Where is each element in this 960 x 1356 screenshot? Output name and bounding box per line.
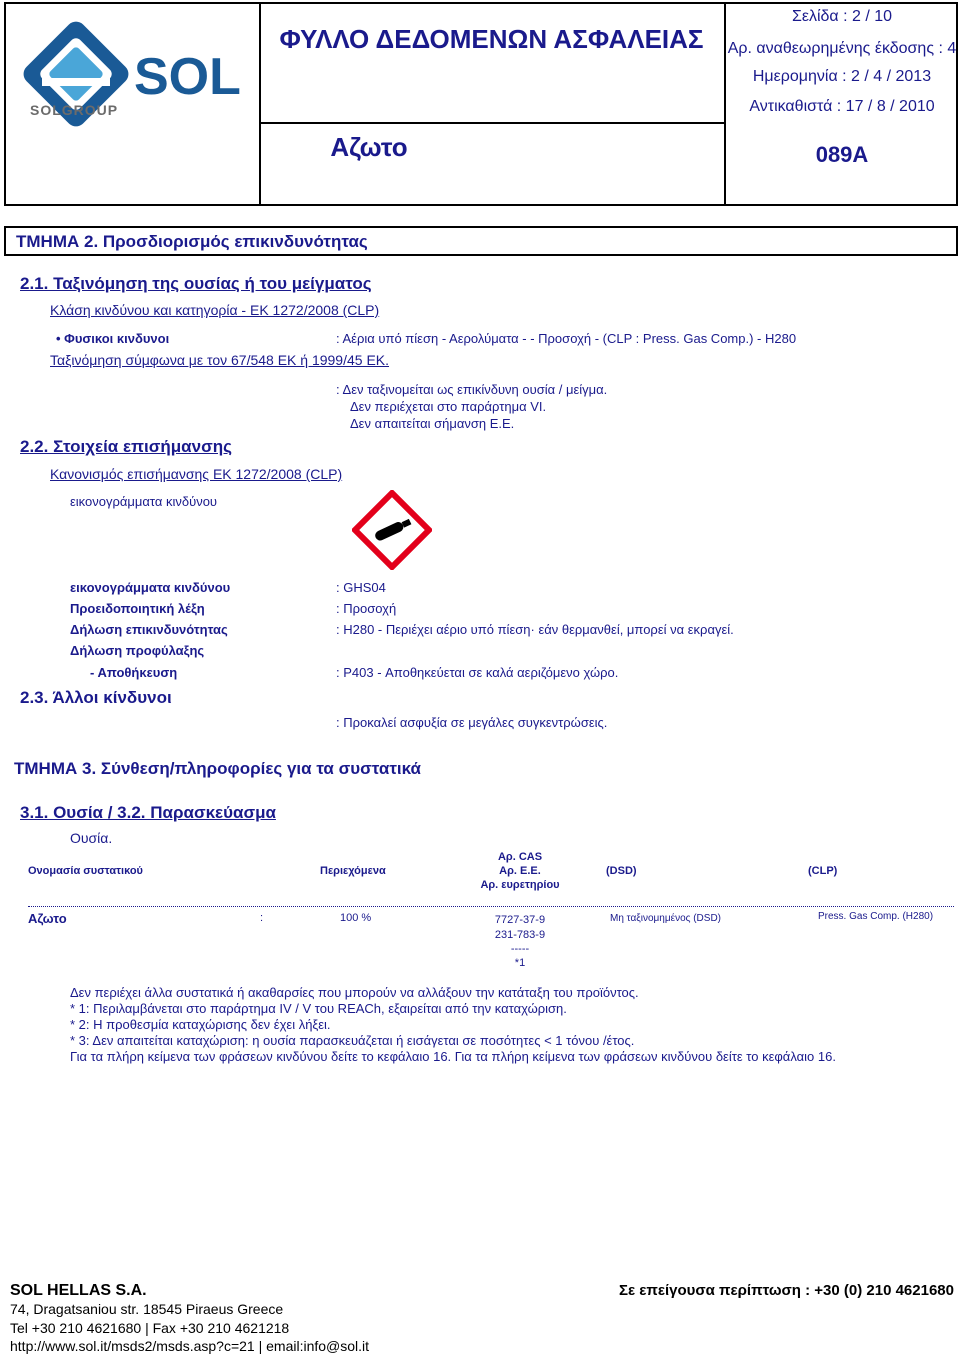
footer-address: 74, Dragatsaniou str. 18545 Piraeus Greece — [10, 1301, 284, 1317]
document-header — [4, 2, 958, 206]
column-header-index: Αρ. ευρετηρίου — [480, 879, 560, 891]
section-2-title: ΤΜΗΜΑ 2. Προσδιορισμός επικινδυνότητας — [4, 226, 958, 256]
page-number: Σελίδα : 2 / 10 — [791, 8, 893, 25]
directive-classification-title: Ταξινόμηση σύμφωνα με τον 67/548 ΕΚ ή 1999/45 ΕΚ. — [50, 352, 390, 368]
section-2-3-title: 2.3. Άλλοι κίνδυνοι — [20, 688, 172, 707]
hazard-class-title: Κλάση κινδύνου και κατηγορία - ΕΚ 1272/2008 (CLP) — [50, 302, 380, 318]
directive-value-2: Δεν περιέχεται στο παράρτημα VI. — [350, 399, 547, 414]
directive-value-1: : Δεν ταξινομείται ως επικίνδυνη ουσία / μείγμα. — [336, 382, 608, 397]
component-name: Αζωτο — [28, 911, 67, 926]
component-ee: 231-783-9 — [494, 929, 546, 941]
other-hazards-value: : Προκαλεί ασφυξία σε μεγάλες συγκεντρώσεις. — [336, 715, 608, 730]
product-code: 089A — [815, 142, 869, 167]
directive-value-3: Δεν απαιτείται σήμανση Ε.Ε. — [350, 416, 515, 431]
label-row-hazard-statement: Δήλωση επικινδυνότητας — [70, 622, 228, 637]
column-header-cas: Αρ. CAS — [497, 851, 543, 863]
section-2-1-title: 2.1. Ταξινόμηση της ουσίας ή του μείγματος — [20, 274, 372, 293]
labelling-regulation-title: Κανονισμός επισήμανσης ΕΚ 1272/2008 (CLP) — [50, 466, 343, 482]
component-index: ----- — [510, 943, 530, 955]
value-row-signal-word: : Προσοχή — [336, 601, 397, 616]
footer-phone: Tel +30 210 4621680 | Fax +30 210 4621218 — [10, 1320, 290, 1336]
component-colon: : — [260, 912, 264, 924]
footer-company: SOL HELLAS S.A. — [10, 1282, 147, 1299]
product-name: Αζωτο — [330, 132, 408, 162]
column-header-content: Περιεχόμενα — [320, 865, 386, 877]
footer-emergency: Σε επείγουσα περίπτωση : +30 (0) 210 4621680 — [618, 1282, 954, 1299]
label-row-pictograms: εικονογράμματα κινδύνου — [70, 580, 231, 595]
note-line-5: Για τα πλήρη κείμενα των φράσεων κινδύνου δείτε το κεφάλαιο 16. Για τα πλήρη κείμενα των φράσεων κινδύνου δείτε το κεφάλαιο 16. — [70, 1049, 836, 1064]
value-row-storage: : P403 - Αποθηκεύεται σε καλά αεριζόμενο χώρο. — [336, 665, 619, 680]
note-line-1: Δεν περιέχει άλλα συστατικά ή ακαθαρσίες που μπορούν να αλλάξουν την κατάταξη του προϊόντος. — [70, 985, 639, 1000]
section-3-1-title: 3.1. Ουσία / 3.2. Παρασκεύασμα — [20, 803, 276, 822]
column-header-name: Ονομασία συστατικού — [28, 865, 143, 877]
table-divider — [28, 906, 954, 907]
header-divider — [259, 122, 724, 124]
section-2-2-title: 2.2. Στοιχεία επισήμανσης — [20, 437, 232, 456]
note-line-2: * 1: Περιλαμβάνεται στο παράρτημα IV / V του REACh, εξαιρείται από την καταχώριση. — [70, 1001, 567, 1016]
logo-group-text: SOLGROUP — [30, 102, 119, 118]
section-3-title: ΤΜΗΜΑ 3. Σύνθεση/πληροφορίες για τα συστατικά — [14, 759, 422, 778]
document-title: ΦΥΛΛΟ ΔΕΔΟΜΕΝΩΝ ΑΣΦΑΛΕΙΑΣ — [279, 24, 704, 54]
value-row-pictograms: : GHS04 — [336, 580, 386, 595]
note-line-4: * 3: Δεν απαιτείται καταχώριση: η ουσία παρασκευάζεται ή εισάγεται σε ποσότητες < 1 τόνου /έτος. — [70, 1033, 635, 1048]
value-row-hazard-statement: : H280 - Περιέχει αέριο υπό πίεση· εάν θερμανθεί, μπορεί να εκραγεί. — [336, 622, 734, 637]
substance-label: Ουσία. — [70, 830, 113, 846]
sol-logo — [14, 12, 254, 142]
column-header-ee: Αρ. Ε.Ε. — [499, 865, 541, 877]
physical-hazards-label: • Φυσικοι κινδυνοι — [56, 331, 170, 346]
component-note: *1 — [514, 957, 526, 969]
label-row-signal-word: Προειδοποιητική λέξη — [70, 601, 205, 616]
logo-text: SOL — [134, 48, 241, 106]
label-row-precautionary: Δήλωση προφύλαξης — [70, 643, 205, 658]
pictograms-label: εικονογράμματα κινδύνου — [70, 494, 218, 509]
gas-cylinder-pictogram-icon — [352, 490, 432, 570]
component-content: 100 % — [340, 912, 372, 924]
label-row-storage: - Αποθήκευση — [90, 665, 178, 680]
note-line-3: * 2: Η προθεσμία καταχώρισης δεν έχει λήξει. — [70, 1017, 331, 1032]
component-dsd: Μη ταξινομημένος (DSD) — [610, 913, 721, 924]
column-header-clp: (CLP) — [808, 865, 838, 877]
component-clp: Press. Gas Comp. (H280) — [818, 911, 934, 922]
footer-web-link[interactable]: http://www.sol.it/msds2/msds.asp?c=21 | email:info@sol.it — [10, 1338, 370, 1354]
physical-hazards-value: : Αέρια υπό πίεση - Αερολύματα - - Προσοχή - (CLP : Press. Gas Comp.) - H280 — [336, 331, 797, 346]
revision-number: Αρ. αναθεωρημένης έκδοσης : 4 — [727, 40, 957, 57]
issue-date: Ημερομηνία : 2 / 4 / 2013 — [752, 68, 932, 85]
component-cas: 7727-37-9 — [494, 914, 546, 926]
logo-cell — [6, 4, 261, 204]
column-header-dsd: (DSD) — [606, 865, 637, 877]
replaces-date: Αντικαθιστά : 17 / 8 / 2010 — [749, 98, 935, 115]
